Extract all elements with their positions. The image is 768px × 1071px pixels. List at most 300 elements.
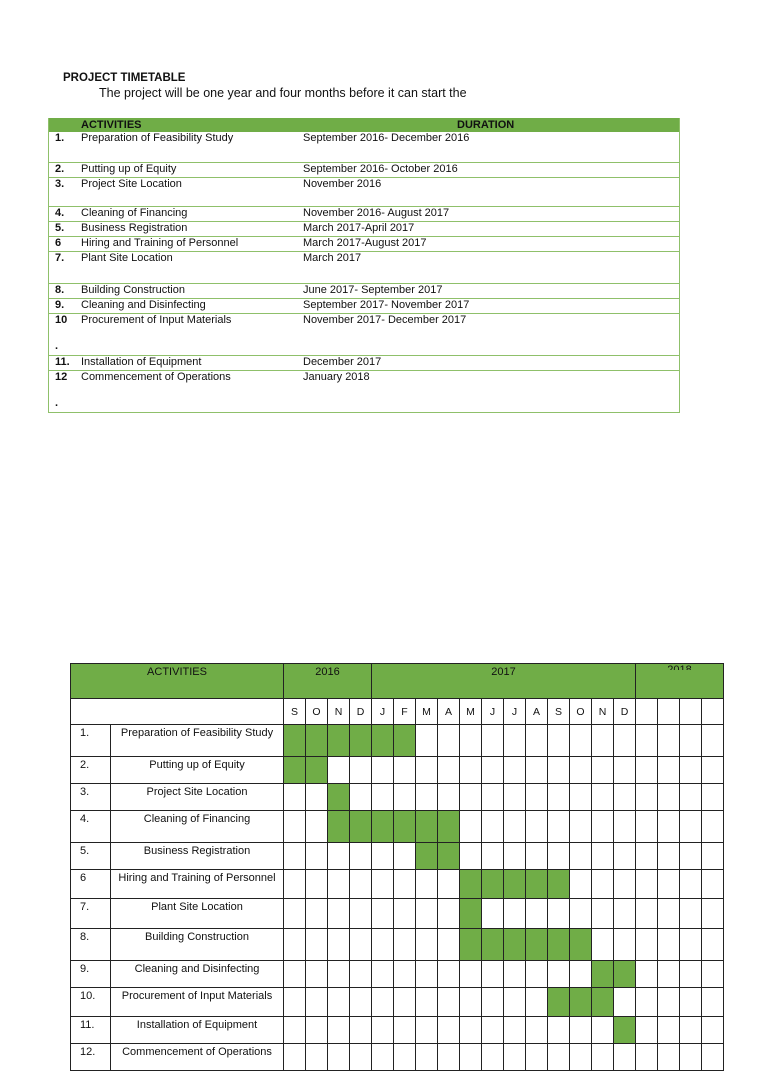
gantt-empty-cell xyxy=(438,757,460,784)
gantt-empty-cell xyxy=(438,988,460,1017)
page-title: PROJECT TIMETABLE xyxy=(63,72,186,84)
gantt-row-activity: Plant Site Location xyxy=(111,899,284,929)
timetable-row-duration: June 2017- September 2017 xyxy=(303,284,443,296)
timetable-row-activity: Procurement of Input Materials xyxy=(81,314,232,326)
gantt-empty-cell xyxy=(482,1044,504,1071)
gantt-empty-cell xyxy=(680,784,702,811)
gantt-empty-cell xyxy=(570,870,592,899)
gantt-empty-cell xyxy=(350,843,372,870)
timetable-row-number: 4. xyxy=(55,207,65,219)
gantt-empty-cell xyxy=(482,725,504,757)
gantt-empty-cell xyxy=(328,1044,350,1071)
gantt-row-activity: Project Site Location xyxy=(111,784,284,811)
gantt-empty-cell xyxy=(350,929,372,961)
gantt-empty-cell xyxy=(416,870,438,899)
gantt-empty-cell xyxy=(702,843,724,870)
gantt-empty-cell xyxy=(526,988,548,1017)
gantt-row-activity: Procurement of Input Materials xyxy=(111,988,284,1017)
timetable-row-activity: Project Site Location xyxy=(81,178,182,190)
gantt-row-number: 10. xyxy=(71,988,111,1017)
gantt-month-header: J xyxy=(504,699,526,725)
gantt-empty-cell xyxy=(504,1017,526,1044)
gantt-empty-cell xyxy=(636,1017,658,1044)
gantt-empty-cell xyxy=(570,1044,592,1071)
timetable-row-duration: December 2017 xyxy=(303,356,382,368)
gantt-empty-cell xyxy=(306,988,328,1017)
gantt-row xyxy=(71,929,724,961)
gantt-row-number: 7. xyxy=(71,899,111,929)
gantt-empty-cell xyxy=(548,757,570,784)
timetable-row-activity: Installation of Equipment xyxy=(81,356,202,368)
timetable-row-number: 1. xyxy=(55,132,65,144)
gantt-empty-cell xyxy=(438,784,460,811)
gantt-empty-cell xyxy=(460,1044,482,1071)
gantt-bar-cell xyxy=(504,929,526,961)
gantt-empty-cell xyxy=(350,988,372,1017)
timetable-row-number: 6 xyxy=(55,237,62,249)
gantt-empty-cell xyxy=(526,725,548,757)
gantt-empty-cell xyxy=(702,961,724,988)
gantt-empty-cell xyxy=(416,784,438,811)
gantt-row xyxy=(71,784,724,811)
gantt-empty-cell xyxy=(416,1044,438,1071)
gantt-row-number: 3. xyxy=(71,784,111,811)
gantt-bar-cell xyxy=(614,961,636,988)
gantt-month-header: O xyxy=(570,699,592,725)
gantt-empty-cell xyxy=(394,961,416,988)
gantt-bar-cell xyxy=(306,757,328,784)
gantt-bar-cell xyxy=(350,725,372,757)
gantt-row-number: 6 xyxy=(71,870,111,899)
gantt-empty-cell xyxy=(284,784,306,811)
gantt-row-number: 12. xyxy=(71,1044,111,1071)
gantt-empty-cell xyxy=(548,899,570,929)
gantt-year-2016: 2016 xyxy=(284,664,372,699)
gantt-empty-cell xyxy=(306,899,328,929)
gantt-empty-cell xyxy=(504,811,526,843)
gantt-empty-cell xyxy=(504,843,526,870)
timetable-row-number: 12 xyxy=(55,371,68,383)
timetable-row-duration: March 2017-April 2017 xyxy=(303,222,415,234)
gantt-empty-cell xyxy=(372,1044,394,1071)
gantt-empty-cell xyxy=(526,757,548,784)
gantt-bar-cell xyxy=(504,870,526,899)
gantt-empty-cell xyxy=(548,961,570,988)
timetable-row-activity: Putting up of Equity xyxy=(81,163,177,175)
gantt-empty-cell xyxy=(570,961,592,988)
gantt-empty-cell xyxy=(680,811,702,843)
gantt-bar-cell xyxy=(482,870,504,899)
timetable-row-duration: September 2017- November 2017 xyxy=(303,299,470,311)
gantt-empty-cell xyxy=(658,811,680,843)
gantt-empty-cell xyxy=(570,899,592,929)
gantt-month-header: O xyxy=(306,699,328,725)
timetable-row xyxy=(49,132,679,162)
gantt-empty-cell xyxy=(636,961,658,988)
gantt-empty-cell xyxy=(526,899,548,929)
gantt-empty-cell xyxy=(614,784,636,811)
gantt-empty-cell xyxy=(394,1044,416,1071)
gantt-bar-cell xyxy=(460,929,482,961)
gantt-row xyxy=(71,988,724,1017)
gantt-empty-cell xyxy=(504,757,526,784)
timetable-row-duration: September 2016- October 2016 xyxy=(303,163,458,175)
gantt-empty-cell xyxy=(526,784,548,811)
gantt-month-header: A xyxy=(526,699,548,725)
gantt-empty-cell xyxy=(548,784,570,811)
gantt-month-header: S xyxy=(548,699,570,725)
gantt-bar-cell xyxy=(614,1017,636,1044)
gantt-empty-cell xyxy=(460,961,482,988)
gantt-empty-cell xyxy=(658,784,680,811)
gantt-empty-cell xyxy=(416,1017,438,1044)
gantt-empty-cell xyxy=(592,1017,614,1044)
timetable-row xyxy=(49,206,679,221)
timetable-row-number: 5. xyxy=(55,222,65,234)
gantt-activities-header: ACTIVITIES xyxy=(71,664,284,699)
timetable-row xyxy=(49,177,679,206)
gantt-empty-cell xyxy=(284,870,306,899)
gantt-bar-cell xyxy=(438,811,460,843)
gantt-empty-cell xyxy=(570,811,592,843)
timetable-row-duration: November 2016- August 2017 xyxy=(303,207,450,219)
gantt-empty-cell xyxy=(394,899,416,929)
timetable-row-duration: November 2017- December 2017 xyxy=(303,314,467,326)
gantt-month-header: D xyxy=(350,699,372,725)
gantt-row xyxy=(71,811,724,843)
gantt-empty-cell xyxy=(350,1044,372,1071)
timetable-body xyxy=(49,132,679,412)
gantt-empty-cell xyxy=(306,811,328,843)
gantt-month-blank xyxy=(71,699,284,725)
gantt-empty-cell xyxy=(416,988,438,1017)
gantt-empty-cell xyxy=(702,899,724,929)
gantt-empty-cell xyxy=(372,929,394,961)
gantt-empty-cell xyxy=(570,843,592,870)
gantt-empty-cell xyxy=(460,843,482,870)
timetable-row-activity: Building Construction xyxy=(81,284,185,296)
gantt-empty-cell xyxy=(658,961,680,988)
gantt-empty-cell xyxy=(592,929,614,961)
gantt-row-number: 4. xyxy=(71,811,111,843)
gantt-empty-cell xyxy=(350,899,372,929)
timetable-row xyxy=(49,298,679,313)
gantt-empty-cell xyxy=(504,1044,526,1071)
gantt-empty-cell xyxy=(284,988,306,1017)
gantt-empty-cell xyxy=(614,843,636,870)
gantt-empty-cell xyxy=(372,899,394,929)
gantt-empty-cell xyxy=(306,784,328,811)
gantt-bar-cell xyxy=(394,725,416,757)
timetable-row-number: 11. xyxy=(55,356,70,368)
gantt-empty-cell xyxy=(328,929,350,961)
gantt-month-2018-cell xyxy=(636,699,658,725)
gantt-empty-cell xyxy=(702,757,724,784)
gantt-empty-cell xyxy=(328,988,350,1017)
timetable-header xyxy=(49,118,679,132)
gantt-empty-cell xyxy=(328,870,350,899)
gantt-empty-cell xyxy=(526,843,548,870)
gantt-empty-cell xyxy=(482,811,504,843)
gantt-empty-cell xyxy=(680,757,702,784)
gantt-bar-cell xyxy=(548,870,570,899)
gantt-empty-cell xyxy=(680,725,702,757)
gantt-empty-cell xyxy=(702,1044,724,1071)
gantt-row-number: 8. xyxy=(71,929,111,961)
gantt-empty-cell xyxy=(570,725,592,757)
gantt-bar-cell xyxy=(548,929,570,961)
gantt-row-activity: Cleaning and Disinfecting xyxy=(111,961,284,988)
timetable-row-activity: Plant Site Location xyxy=(81,252,173,264)
gantt-empty-cell xyxy=(548,725,570,757)
gantt-month-2018-cell xyxy=(702,699,724,725)
timetable-row-activity: Commencement of Operations xyxy=(81,371,231,383)
gantt-empty-cell xyxy=(284,1044,306,1071)
gantt-empty-cell xyxy=(328,961,350,988)
gantt-empty-cell xyxy=(394,784,416,811)
timetable-row-number: 7. xyxy=(55,252,65,264)
gantt-row xyxy=(71,725,724,757)
gantt-empty-cell xyxy=(306,1044,328,1071)
gantt-empty-cell xyxy=(636,870,658,899)
gantt-bar-cell xyxy=(306,725,328,757)
gantt-empty-cell xyxy=(438,725,460,757)
gantt-empty-cell xyxy=(702,811,724,843)
timetable-activities-header: ACTIVITIES xyxy=(81,119,142,131)
gantt-empty-cell xyxy=(394,988,416,1017)
gantt-empty-cell xyxy=(350,1017,372,1044)
gantt-bar-cell xyxy=(438,843,460,870)
gantt-month-header: J xyxy=(482,699,504,725)
gantt-empty-cell xyxy=(284,929,306,961)
gantt-empty-cell xyxy=(438,899,460,929)
gantt-empty-cell xyxy=(284,899,306,929)
gantt-empty-cell xyxy=(482,1017,504,1044)
timetable-row-activity: Cleaning and Disinfecting xyxy=(81,299,206,311)
gantt-month-header: N xyxy=(328,699,350,725)
timetable-row-number: 9. xyxy=(55,299,65,311)
gantt-empty-cell xyxy=(636,899,658,929)
gantt-empty-cell xyxy=(636,1044,658,1071)
gantt-empty-cell xyxy=(372,843,394,870)
gantt-bar-cell xyxy=(548,988,570,1017)
gantt-empty-cell xyxy=(702,1017,724,1044)
gantt-row-activity: Preparation of Feasibility Study xyxy=(111,725,284,757)
gantt-empty-cell xyxy=(592,899,614,929)
gantt-empty-cell xyxy=(614,870,636,899)
gantt-bar-cell xyxy=(328,811,350,843)
gantt-bar-cell xyxy=(372,811,394,843)
gantt-empty-cell xyxy=(482,961,504,988)
gantt-bar-cell xyxy=(570,988,592,1017)
gantt-bar-cell xyxy=(460,870,482,899)
gantt-2018-bar xyxy=(639,670,716,699)
gantt-empty-cell xyxy=(504,725,526,757)
gantt-bar-cell xyxy=(526,929,548,961)
gantt-empty-cell xyxy=(416,725,438,757)
gantt-empty-cell xyxy=(306,929,328,961)
gantt-empty-cell xyxy=(460,1017,482,1044)
gantt-bar-cell xyxy=(460,899,482,929)
gantt-year-row xyxy=(71,664,724,699)
gantt-row-number: 5. xyxy=(71,843,111,870)
gantt-empty-cell xyxy=(548,811,570,843)
gantt-row xyxy=(71,870,724,899)
gantt-empty-cell xyxy=(438,929,460,961)
gantt-empty-cell xyxy=(372,988,394,1017)
gantt-empty-cell xyxy=(592,870,614,899)
gantt-empty-cell xyxy=(482,784,504,811)
gantt-bar-cell xyxy=(284,757,306,784)
gantt-empty-cell xyxy=(548,1044,570,1071)
gantt-empty-cell xyxy=(504,988,526,1017)
gantt-empty-cell xyxy=(504,899,526,929)
gantt-bar-cell xyxy=(570,929,592,961)
gantt-empty-cell xyxy=(350,784,372,811)
gantt-empty-cell xyxy=(460,811,482,843)
gantt-empty-cell xyxy=(614,811,636,843)
gantt-empty-cell xyxy=(680,1044,702,1071)
gantt-empty-cell xyxy=(658,899,680,929)
gantt-empty-cell xyxy=(284,811,306,843)
gantt-empty-cell xyxy=(372,757,394,784)
gantt-empty-cell xyxy=(306,1017,328,1044)
gantt-empty-cell xyxy=(548,1017,570,1044)
gantt-empty-cell xyxy=(614,757,636,784)
gantt-bar-cell xyxy=(526,870,548,899)
gantt-bar-cell xyxy=(592,961,614,988)
gantt-empty-cell xyxy=(504,961,526,988)
gantt-empty-cell xyxy=(460,757,482,784)
gantt-empty-cell xyxy=(482,757,504,784)
timetable-row-duration: November 2016 xyxy=(303,178,382,190)
gantt-empty-cell xyxy=(284,961,306,988)
gantt-empty-cell xyxy=(636,929,658,961)
gantt-row-activity: Installation of Equipment xyxy=(111,1017,284,1044)
gantt-empty-cell xyxy=(372,870,394,899)
gantt-row-activity: Commencement of Operations xyxy=(111,1044,284,1071)
gantt-bar-cell xyxy=(328,725,350,757)
timetable-row-activity: Hiring and Training of Personnel xyxy=(81,237,239,249)
gantt-month-header: J xyxy=(372,699,394,725)
gantt-empty-cell xyxy=(658,757,680,784)
gantt-empty-cell xyxy=(482,899,504,929)
timetable-row-number-dot: . xyxy=(55,340,59,352)
gantt-empty-cell xyxy=(526,811,548,843)
gantt-empty-cell xyxy=(570,757,592,784)
gantt-empty-cell xyxy=(372,1017,394,1044)
timetable-row xyxy=(49,370,679,412)
gantt-empty-cell xyxy=(416,961,438,988)
gantt-empty-cell xyxy=(702,870,724,899)
gantt-empty-cell xyxy=(658,870,680,899)
timetable-row xyxy=(49,162,679,177)
gantt-empty-cell xyxy=(592,843,614,870)
gantt-empty-cell xyxy=(680,843,702,870)
gantt-empty-cell xyxy=(328,757,350,784)
gantt-row xyxy=(71,899,724,929)
gantt-month-header: S xyxy=(284,699,306,725)
gantt-empty-cell xyxy=(658,1017,680,1044)
gantt-empty-cell xyxy=(460,988,482,1017)
gantt-empty-cell xyxy=(636,757,658,784)
gantt-empty-cell xyxy=(504,784,526,811)
gantt-empty-cell xyxy=(614,1044,636,1071)
gantt-empty-cell xyxy=(328,899,350,929)
gantt-empty-cell xyxy=(328,1017,350,1044)
gantt-empty-cell xyxy=(526,1044,548,1071)
timetable-row xyxy=(49,221,679,236)
gantt-bar-cell xyxy=(350,811,372,843)
gantt-empty-cell xyxy=(284,1017,306,1044)
gantt-empty-cell xyxy=(702,784,724,811)
timetable-row-number: 8. xyxy=(55,284,65,296)
timetable-row-activity: Cleaning of Financing xyxy=(81,207,188,219)
gantt-empty-cell xyxy=(416,757,438,784)
gantt-empty-cell xyxy=(394,757,416,784)
gantt-year-2018 xyxy=(636,664,724,699)
gantt-month-header: M xyxy=(460,699,482,725)
gantt-empty-cell xyxy=(306,870,328,899)
timetable-row-duration: March 2017 xyxy=(303,252,362,264)
gantt-empty-cell xyxy=(394,843,416,870)
gantt-bar-cell xyxy=(416,811,438,843)
gantt-empty-cell xyxy=(372,784,394,811)
gantt-empty-cell xyxy=(636,988,658,1017)
gantt-empty-cell xyxy=(680,961,702,988)
gantt-empty-cell xyxy=(350,757,372,784)
timetable-row xyxy=(49,283,679,298)
gantt-empty-cell xyxy=(614,929,636,961)
gantt-row-number: 9. xyxy=(71,961,111,988)
gantt-empty-cell xyxy=(658,929,680,961)
gantt-empty-cell xyxy=(438,961,460,988)
gantt-empty-cell xyxy=(592,784,614,811)
timetable xyxy=(48,118,680,413)
gantt-row xyxy=(71,1044,724,1071)
gantt-empty-cell xyxy=(592,811,614,843)
gantt-empty-cell xyxy=(350,870,372,899)
gantt-empty-cell xyxy=(680,870,702,899)
gantt-empty-cell xyxy=(482,843,504,870)
gantt-empty-cell xyxy=(636,811,658,843)
gantt-row xyxy=(71,1017,724,1044)
gantt-bar-cell xyxy=(394,811,416,843)
gantt-empty-cell xyxy=(614,725,636,757)
gantt-month-header: F xyxy=(394,699,416,725)
gantt-empty-cell xyxy=(482,988,504,1017)
timetable-row-activity: Business Registration xyxy=(81,222,188,234)
gantt-empty-cell xyxy=(680,929,702,961)
gantt-empty-cell xyxy=(526,1017,548,1044)
gantt-row-number: 11. xyxy=(71,1017,111,1044)
gantt-row-activity: Building Construction xyxy=(111,929,284,961)
gantt-empty-cell xyxy=(328,843,350,870)
gantt-empty-cell xyxy=(636,784,658,811)
gantt-empty-cell xyxy=(680,988,702,1017)
gantt-month-2018-cell xyxy=(680,699,702,725)
gantt-empty-cell xyxy=(438,870,460,899)
timetable-row xyxy=(49,313,679,355)
gantt-row-activity: Hiring and Training of Personnel xyxy=(111,870,284,899)
timetable-row-number-dot: . xyxy=(55,397,59,409)
gantt-empty-cell xyxy=(284,843,306,870)
timetable-row-duration: March 2017-August 2017 xyxy=(303,237,427,249)
gantt-month-2018-cell xyxy=(658,699,680,725)
timetable-row-duration: September 2016- December 2016 xyxy=(303,132,470,144)
timetable-duration-header: DURATION xyxy=(457,119,515,131)
gantt-empty-cell xyxy=(306,843,328,870)
